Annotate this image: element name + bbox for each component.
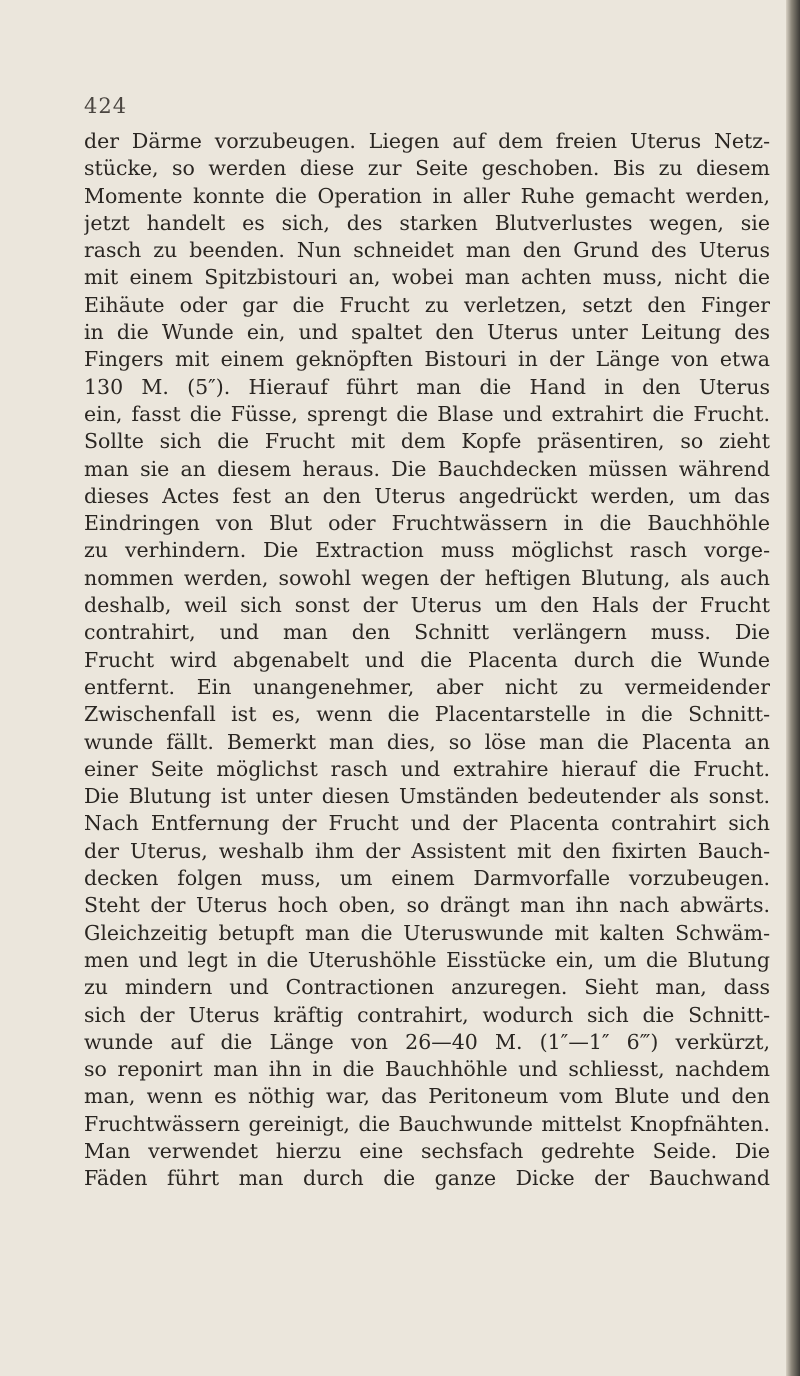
text-line: Zwischenfall ist es, wenn die Placentarstelle in die Schnitt- xyxy=(84,702,770,727)
text-line: Nach Entfernung der Frucht und der Placenta contrahirt sich xyxy=(84,811,770,836)
text-line: sich der Uterus kräftig contrahirt, wodurch sich die Schnitt- xyxy=(84,1002,770,1027)
text-line: mit einem Spitzbistouri an, wobei man achten muss, nicht die xyxy=(84,265,770,290)
text-line: men und legt in die Uterushöhle Eisstücke ein, um die Blutung xyxy=(84,947,770,972)
text-line: zu mindern und Contractionen anzuregen. Sieht man, dass xyxy=(84,975,770,1000)
text-line: stücke, so werden diese zur Seite geschoben. Bis zu diesem xyxy=(84,156,770,181)
text-line: der Uterus, weshalb ihm der Assistent mit den fixirten Bauch- xyxy=(84,838,770,863)
text-line: deshalb, weil sich sonst der Uterus um den Hals der Frucht xyxy=(84,593,770,618)
text-line: ein, fasst die Füsse, sprengt die Blase und extrahirt die Frucht. xyxy=(84,401,770,426)
text-line: Frucht wird abgenabelt und die Placenta durch die Wunde xyxy=(84,647,770,672)
text-line: Gleichzeitig betupft man die Uteruswunde mit kalten Schwäm- xyxy=(84,920,770,945)
text-line: rasch zu beenden. Nun schneidet man den Grund des Uterus xyxy=(84,238,770,263)
body-text xyxy=(84,128,770,1193)
text-line: Die Blutung ist unter diesen Umständen bedeutender als sonst. xyxy=(84,784,770,809)
text-line: so reponirt man ihn in die Bauchhöhle und schliesst, nachdem xyxy=(84,1057,770,1082)
text-line: man sie an diesem heraus. Die Bauchdecken müssen während xyxy=(84,456,770,481)
text-line: dieses Actes fest an den Uterus angedrückt werden, um das xyxy=(84,483,770,508)
text-line: Sollte sich die Frucht mit dem Kopfe präsentiren, so zieht xyxy=(84,429,770,454)
text-line: decken folgen muss, um einem Darmvorfalle vorzubeugen. xyxy=(84,866,770,891)
text-line: wunde fällt. Bemerkt man dies, so löse man die Placenta an xyxy=(84,729,770,754)
page-number: 424 xyxy=(84,94,128,118)
page-edge-shadow xyxy=(786,0,800,1376)
text-line: Momente konnte die Operation in aller Ruhe gemacht werden, xyxy=(84,183,770,208)
text-line: in die Wunde ein, und spaltet den Uterus unter Leitung des xyxy=(84,320,770,345)
text-line: Fingers mit einem geknöpften Bistouri in der Länge von etwa xyxy=(84,347,770,372)
text-line: wunde auf die Länge von 26—40 M. (1″—1″ 6‴) verkürzt, xyxy=(84,1029,770,1054)
text-line: Eindringen von Blut oder Fruchtwässern in die Bauchhöhle xyxy=(84,511,770,536)
text-line: nommen werden, sowohl wegen der heftigen Blutung, als auch xyxy=(84,565,770,590)
text-line: der Därme vorzubeugen. Liegen auf dem freien Uterus Netz- xyxy=(84,129,770,153)
text-line: einer Seite möglichst rasch und extrahire hierauf die Frucht. xyxy=(84,756,770,781)
text-line: entfernt. Ein unangenehmer, aber nicht zu vermeidender xyxy=(84,674,770,699)
text-line: Eihäute oder gar die Frucht zu verletzen, setzt den Finger xyxy=(84,292,770,317)
text-line: Man verwendet hierzu eine sechsfach gedrehte Seide. Die xyxy=(84,1138,770,1163)
text-line: contrahirt, und man den Schnitt verlängern muss. Die xyxy=(84,620,770,645)
text-line: jetzt handelt es sich, des starken Blutverlustes wegen, sie xyxy=(84,210,770,235)
text-line: Steht der Uterus hoch oben, so drängt man ihn nach abwärts. xyxy=(84,893,770,918)
text-line: Fruchtwässern gereinigt, die Bauchwunde mittelst Knopfnähten. xyxy=(84,1111,770,1136)
text-line: Fäden führt man durch die ganze Dicke der Bauchwand xyxy=(84,1166,770,1191)
text-line: man, wenn es nöthig war, das Peritoneum vom Blute und den xyxy=(84,1084,770,1109)
text-line: 130 M. (5″). Hierauf führt man die Hand in den Uterus xyxy=(84,374,770,399)
text-line: zu verhindern. Die Extraction muss möglichst rasch vorge- xyxy=(84,538,770,563)
